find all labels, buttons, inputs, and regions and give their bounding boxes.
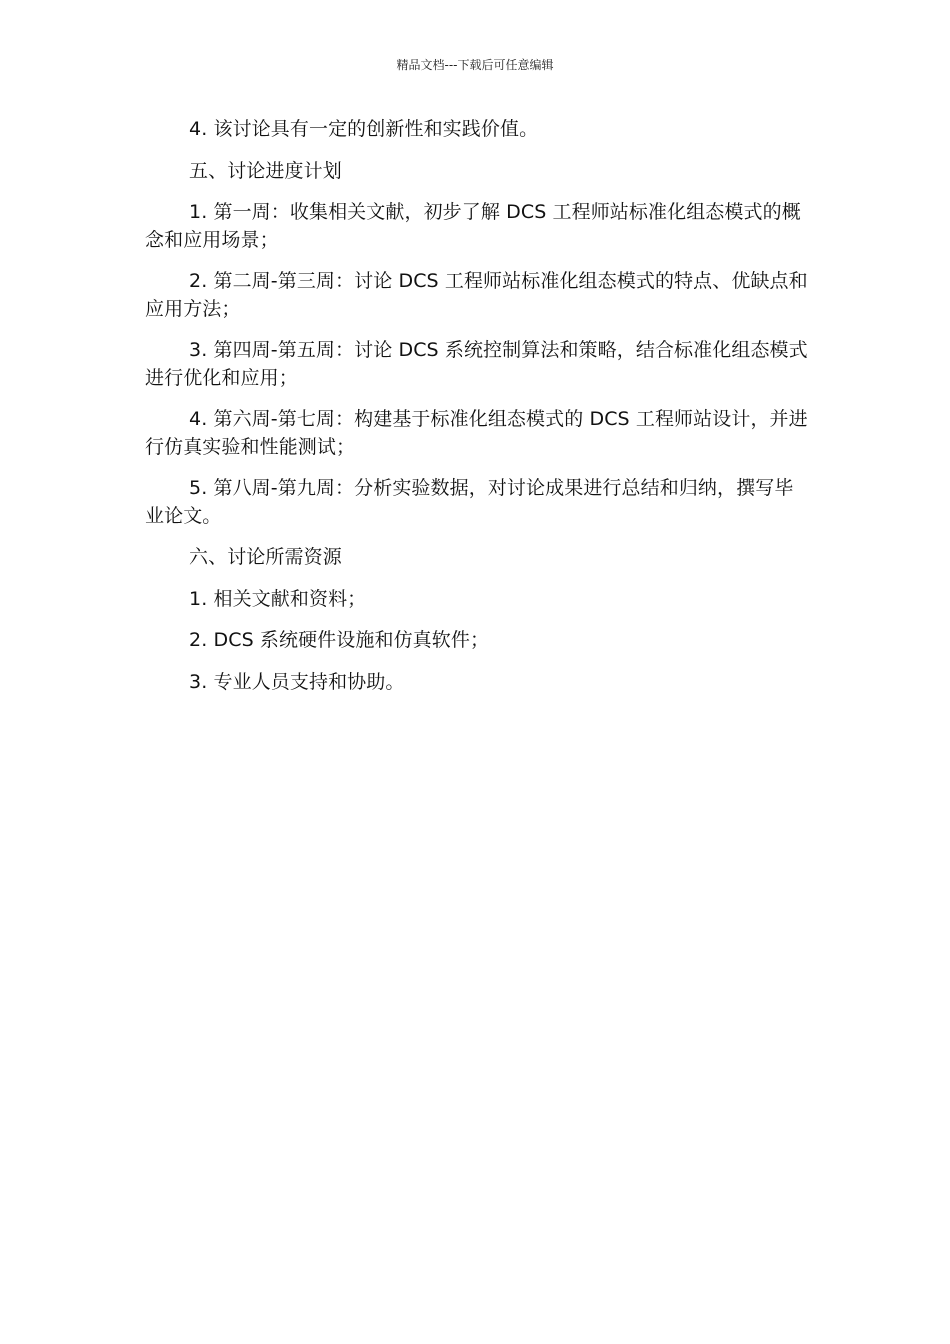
schedule-item-week-2-3: 2. 第二周-第三周：讨论 DCS 工程师站标准化组态模式的特点、优缺点和应用方法； xyxy=(145,270,808,320)
resource-item-literature: 1. 相关文献和资料； xyxy=(189,587,367,610)
schedule-item-week-8-9: 5. 第八周-第九周：分析实验数据，对讨论成果进行总结和归纳，撰写毕业论文。 xyxy=(145,477,794,527)
schedule-item-week-4-5: 3. 第四周-第五周：讨论 DCS 系统控制算法和策略，结合标准化组态模式进行优化和应用； xyxy=(145,339,808,389)
document-body xyxy=(145,116,810,710)
section-heading-schedule: 五、讨论进度计划 xyxy=(189,159,342,182)
resource-item-hardware: 2. DCS 系统硬件设施和仿真软件； xyxy=(189,629,490,651)
page-header: 精品文档---下载后可任意编辑 xyxy=(396,58,554,72)
schedule-item-week-6-7: 4. 第六周-第七周：构建基于标准化组态模式的 DCS 工程师站设计，并进行仿真实验和性能测试； xyxy=(145,408,808,458)
paragraph-innovation-value: 4. 该讨论具有一定的创新性和实践价值。 xyxy=(189,118,539,140)
resource-item-support: 3. 专业人员支持和协助。 xyxy=(189,670,405,693)
schedule-item-week-1: 1. 第一周：收集相关文献，初步了解 DCS 工程师站标准化组态模式的概念和应用场景； xyxy=(145,201,801,251)
section-heading-resources: 六、讨论所需资源 xyxy=(189,546,342,568)
